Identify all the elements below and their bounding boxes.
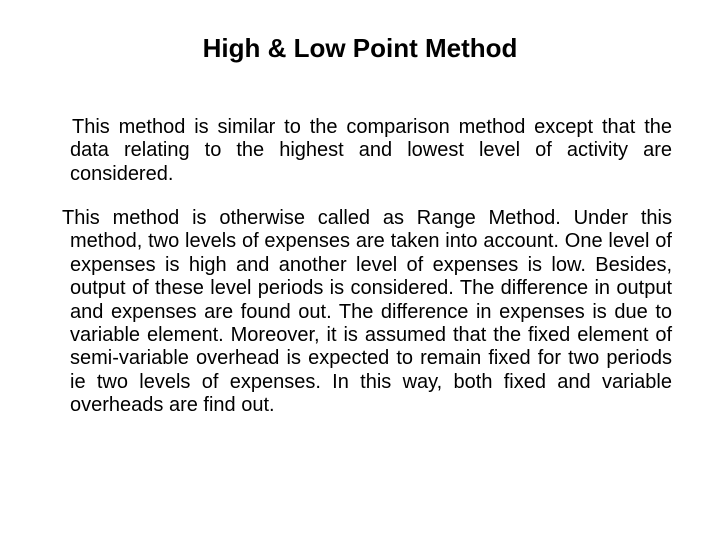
slide-title: High & Low Point Method <box>202 33 518 63</box>
body-paragraph-2 <box>62 207 672 418</box>
body-paragraph-2-text: This method is otherwise called as Range Method. Under this method, two levels of expenses are taken into account. One level of expenses is high and another level of expenses is low. Besides, output of these level periods is considered. The difference in output and expenses are found out. The difference in expenses is due to variable element. Moreover, it is assumed that the fixed element of semi-variable overhead is expected to remain fixed for two periods ie two levels of expenses. In this way, both fixed and variable overheads are find out. <box>62 207 672 417</box>
body-paragraph-1 <box>70 116 672 186</box>
body-paragraph-1-text: This method is similar to the comparison method except that the data relating to the highest and lowest level of activity are considered. <box>70 116 672 185</box>
